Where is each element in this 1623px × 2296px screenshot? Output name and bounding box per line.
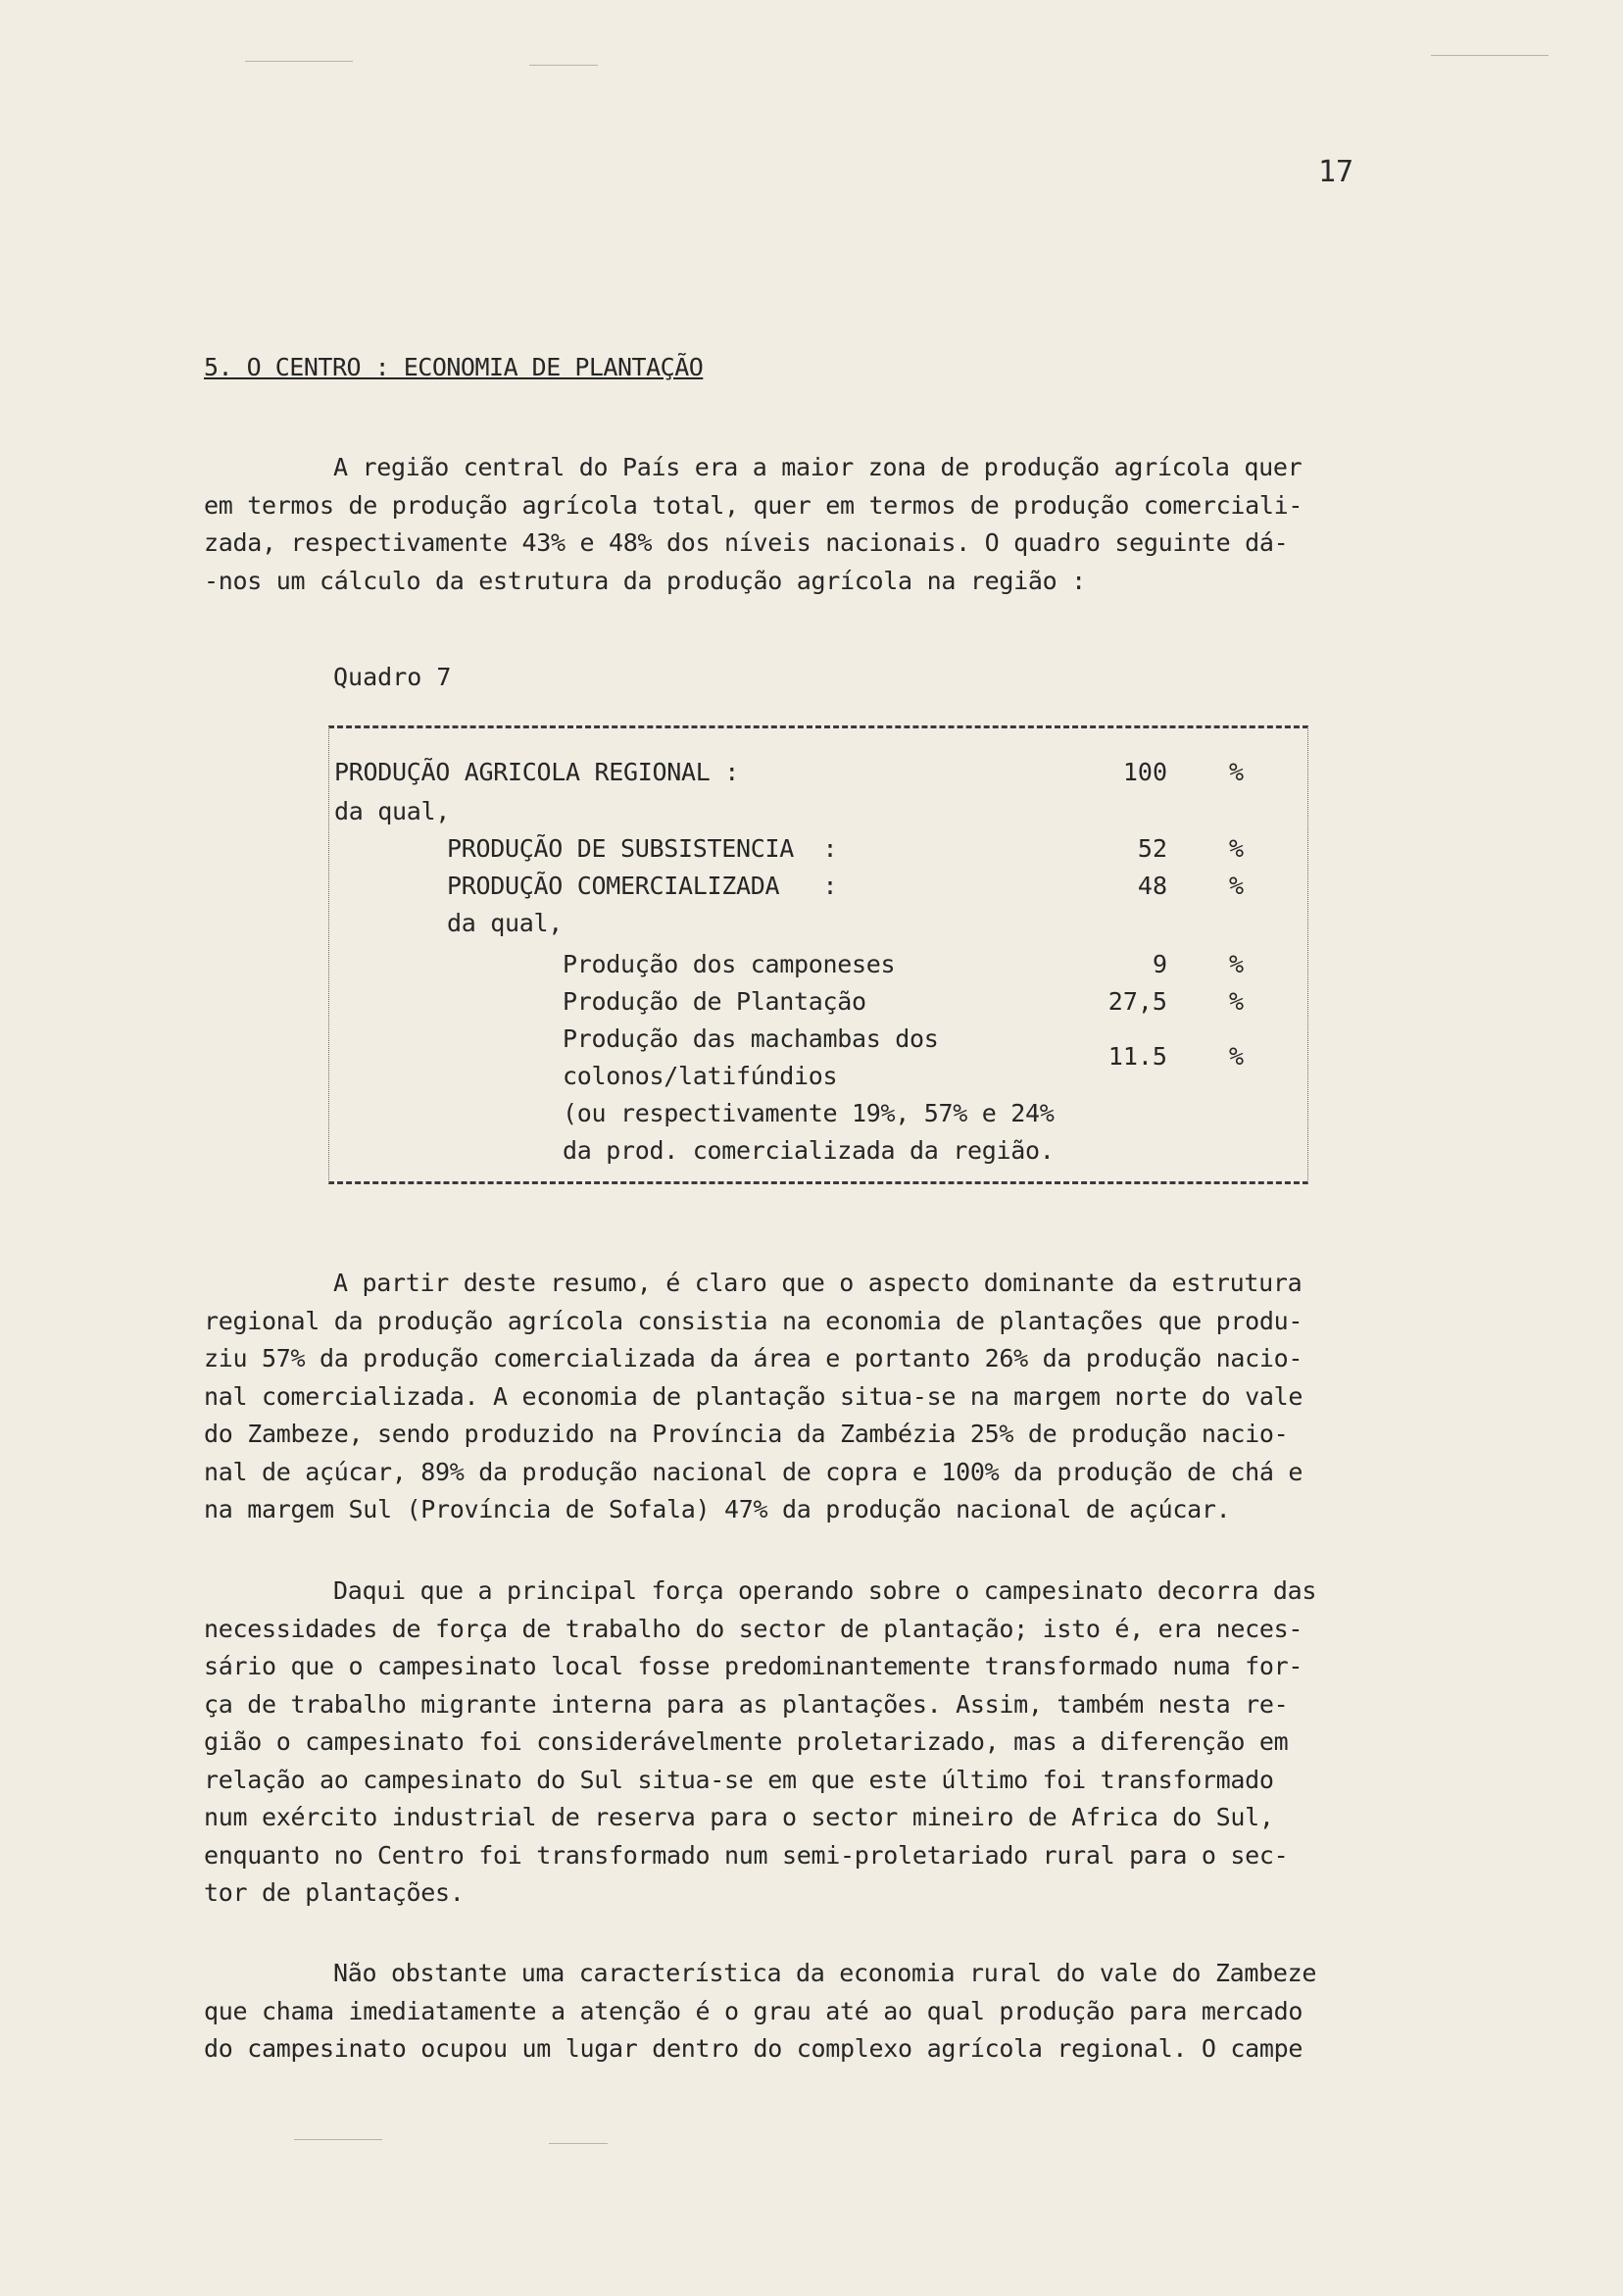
paragraph-line: A partir deste resumo, é claro que o aspecto dominante da estrutura xyxy=(333,1269,1303,1297)
percent-sign: % xyxy=(1229,872,1245,900)
paragraph-line: sário que o campesinato local fosse predominantemente transformado numa for- xyxy=(204,1652,1303,1680)
production-table xyxy=(328,725,1308,1184)
paragraph-line: regional da produção agrícola consistia na economia de plantações que produ- xyxy=(204,1306,1303,1335)
paragraph-2 xyxy=(204,1265,1429,1529)
paragraph-line: nal de açúcar, 89% da produção nacional de copra e 100% da produção de chá e xyxy=(204,1457,1303,1486)
row-total-label: PRODUÇÃO AGRICOLA REGIONAL : xyxy=(334,758,740,786)
row-camponeses-label: Produção dos camponeses xyxy=(563,950,896,978)
paragraph-line: num exército industrial de reserva para o sector mineiro de Africa do Sul, xyxy=(204,1803,1274,1831)
da-qual-label: da qual, xyxy=(447,909,564,937)
paragraph-line: relação ao campesinato do Sul situa-se em que este último foi transformado xyxy=(204,1765,1274,1794)
paragraph-line: que chama imediatamente a atenção é o grau até ao qual produção para mercado xyxy=(204,1996,1303,2025)
table-note: da prod. comercializada da região. xyxy=(563,1136,1055,1165)
paragraph-line: nal comercializada. A economia de plantação situa-se na margem norte do vale xyxy=(204,1381,1303,1411)
percent-sign: % xyxy=(1229,758,1245,786)
paragraph-line: necessidades de força de trabalho do sector de plantação; isto é, era neces- xyxy=(204,1614,1303,1643)
percent-sign: % xyxy=(1229,1042,1245,1071)
paragraph-line: ça de trabalho migrante interna para as plantações. Assim, também nesta re- xyxy=(204,1689,1289,1719)
paragraph-line: Daqui que a principal força operando sobre o campesinato decorra das xyxy=(333,1576,1317,1605)
paragraph-line: zada, respectivamente 43% e 48% dos níveis nacionais. O quadro seguinte dá- xyxy=(204,528,1289,557)
table-caption: Quadro 7 xyxy=(333,663,452,691)
paragraph-line: em termos de produção agrícola total, quer em termos de produção comerciali- xyxy=(204,490,1303,520)
paragraph-1 xyxy=(204,449,1429,600)
row-subsistencia-label: PRODUÇÃO DE SUBSISTENCIA : xyxy=(447,834,838,863)
paragraph-line: tor de plantações. xyxy=(204,1878,465,1907)
section-title: 5. O CENTRO : ECONOMIA DE PLANTAÇÃO xyxy=(204,353,704,381)
row-total-value: 100 xyxy=(1122,758,1167,786)
scan-artifact xyxy=(549,2143,608,2144)
paragraph-line: do Zambeze, sendo produzido na Província da Zambézia 25% de produção nacio- xyxy=(204,1420,1289,1448)
percent-sign: % xyxy=(1229,987,1245,1016)
row-plantacao-label: Produção de Plantação xyxy=(563,987,866,1016)
paragraph-line: Não obstante uma característica da economia rural do vale do Zambeze xyxy=(333,1959,1317,1987)
row-subsistencia-value: 52 xyxy=(1137,834,1167,863)
scan-artifact xyxy=(294,2139,382,2140)
paragraph-line: do campesinato ocupou um lugar dentro do complexo agrícola regional. O campe xyxy=(204,2034,1303,2063)
percent-sign: % xyxy=(1229,950,1245,978)
row-machambas-label-cont: colonos/latifúndios xyxy=(563,1062,838,1090)
paragraph-line: A região central do País era a maior zona de produção agrícola quer xyxy=(333,453,1303,481)
percent-sign: % xyxy=(1229,834,1245,863)
paragraph-4 xyxy=(204,1955,1429,2069)
paragraph-line: na margem Sul (Província de Sofala) 47% da produção nacional de açúcar. xyxy=(204,1495,1231,1523)
row-camponeses-value: 9 xyxy=(1152,950,1167,978)
paragraph-line: ziu 57% da produção comercializada da área e portanto 26% da produção nacio- xyxy=(204,1344,1303,1373)
row-comercializada-value: 48 xyxy=(1137,872,1167,900)
row-machambas-label: Produção das machambas dos xyxy=(563,1024,939,1053)
scan-artifact xyxy=(1431,55,1549,56)
row-plantacao-value: 27,5 xyxy=(1107,987,1167,1016)
scan-artifact xyxy=(245,61,353,62)
paragraph-3 xyxy=(204,1572,1429,1913)
paragraph-line: -nos um cálculo da estrutura da produção agrícola na região : xyxy=(204,566,1086,595)
page-number: 17 xyxy=(1318,155,1354,189)
row-comercializada-label: PRODUÇÃO COMERCIALIZADA : xyxy=(447,872,838,900)
paragraph-line: gião o campesinato foi considerávelmente proletarizado, mas a diferenção em xyxy=(204,1727,1289,1756)
paragraph-line: enquanto no Centro foi transformado num semi-proletariado rural para o sec- xyxy=(204,1840,1289,1870)
da-qual-label: da qual, xyxy=(334,797,451,825)
scan-artifact xyxy=(529,65,598,66)
table-note: (ou respectivamente 19%, 57% e 24% xyxy=(563,1099,1055,1127)
row-machambas-value: 11.5 xyxy=(1107,1042,1167,1071)
